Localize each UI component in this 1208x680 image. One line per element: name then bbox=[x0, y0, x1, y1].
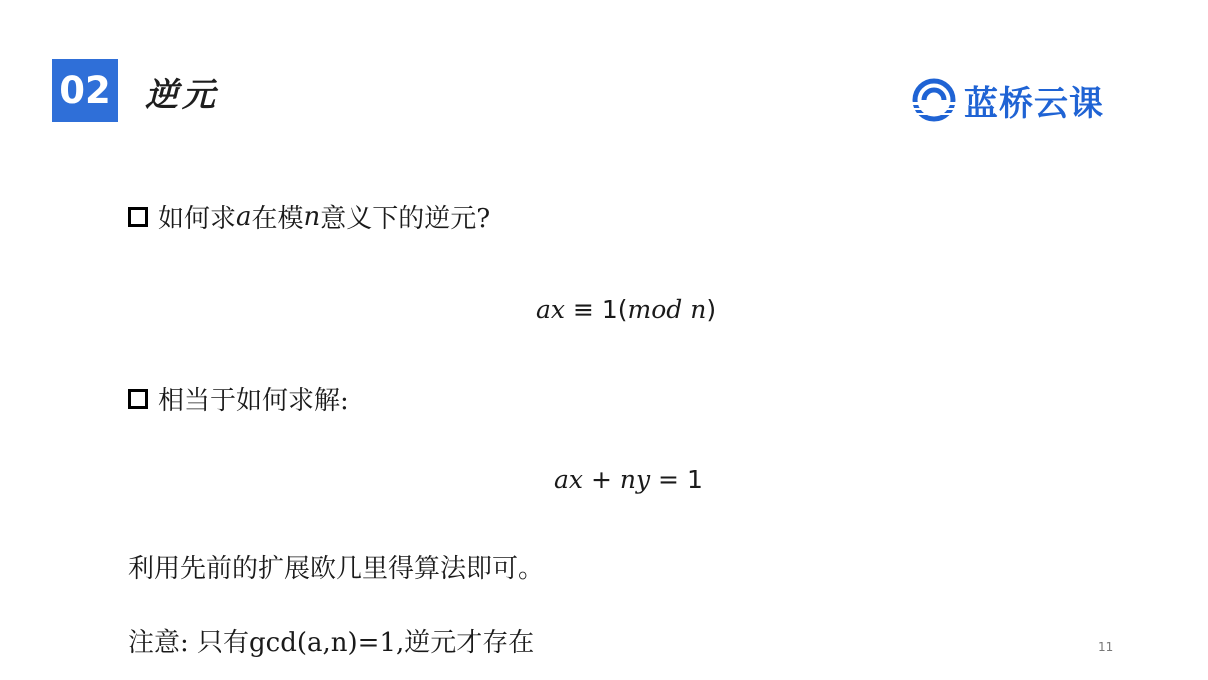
var-n: n bbox=[303, 201, 321, 232]
formula-congruence bbox=[536, 295, 716, 324]
formula-n: n bbox=[690, 295, 707, 324]
formula-lhs: ax bbox=[536, 295, 566, 324]
formula-one: 1 bbox=[601, 295, 618, 324]
bullet-question-pre: 如何求 bbox=[158, 204, 237, 234]
formula-linear-equation bbox=[554, 465, 703, 494]
lanqiao-logo bbox=[908, 78, 1104, 122]
text-note-gcd: 注意: 只有gcd(a,n)=1,逆元才存在 bbox=[128, 628, 535, 658]
page-number: 11 bbox=[1098, 640, 1114, 654]
bullet-equivalent bbox=[128, 380, 349, 417]
text-extended-euclid: 利用先前的扩展欧几里得算法即可。 bbox=[128, 554, 545, 584]
formula-mod: mod bbox=[627, 295, 683, 324]
formula2-ax: ax bbox=[554, 465, 584, 494]
bullet-equivalent-text: 相当于如何求解: bbox=[158, 386, 349, 416]
var-a: a bbox=[236, 201, 252, 232]
bullet-question bbox=[128, 198, 490, 235]
square-bullet-icon bbox=[128, 207, 148, 227]
formula2-one: 1 bbox=[686, 465, 703, 494]
plus-sign: + bbox=[583, 465, 620, 494]
equals-sign: = bbox=[650, 465, 687, 494]
paren-open: ( bbox=[617, 295, 628, 324]
equiv-sign: ≡ bbox=[565, 295, 602, 324]
lanqiao-logo-icon bbox=[908, 78, 960, 122]
section-number-badge: 02 bbox=[52, 59, 118, 122]
bullet-question-mid: 在模 bbox=[251, 204, 304, 234]
section-title: 逆元 bbox=[145, 75, 219, 114]
bullet-question-post: 意义下的逆元? bbox=[320, 204, 491, 234]
paren-close: ) bbox=[706, 295, 717, 324]
formula2-ny: ny bbox=[619, 465, 651, 494]
square-bullet-icon bbox=[128, 389, 148, 409]
logo-text: 蓝桥云课 bbox=[964, 83, 1104, 124]
